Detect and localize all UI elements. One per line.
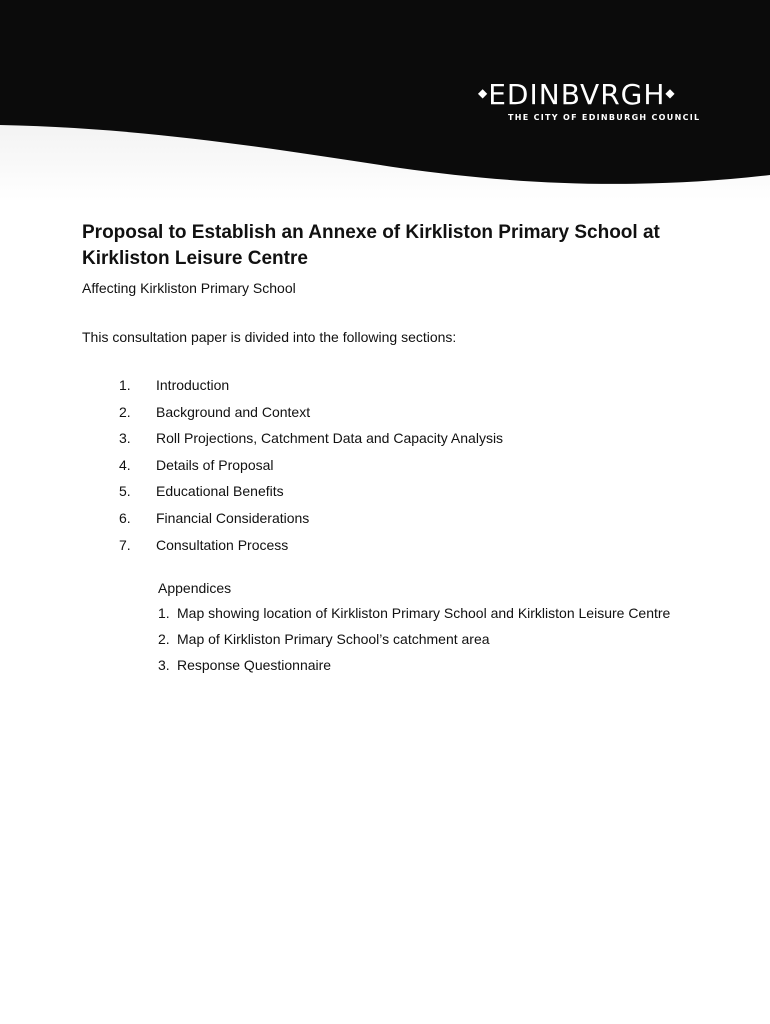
item-label: Map showing location of Kirkliston Primary School and Kirkliston Leisure Centre xyxy=(177,605,671,622)
list-item xyxy=(82,505,702,532)
list-item xyxy=(158,604,702,623)
council-logo xyxy=(478,80,718,122)
item-label: Introduction xyxy=(156,377,230,393)
item-number: 2. xyxy=(119,403,131,420)
item-number: 7. xyxy=(119,536,131,553)
item-number: 3. xyxy=(119,430,131,447)
logo-wordmark xyxy=(478,80,718,111)
intro-text: This consultation paper is divided into the following sections: xyxy=(82,329,457,345)
item-number: 4. xyxy=(119,456,131,473)
logo-left-diamond-icon: ◆ xyxy=(478,86,489,100)
item-label: Educational Benefits xyxy=(156,483,284,500)
list-item xyxy=(158,630,702,649)
item-number: 1. xyxy=(119,377,131,393)
item-number: 6. xyxy=(119,509,131,526)
sections-list xyxy=(82,372,702,558)
document-subtitle: Affecting Kirkliston Primary School xyxy=(82,280,296,296)
item-number: 3. xyxy=(158,657,170,674)
item-label: Map of Kirkliston Primary School’s catchment area xyxy=(177,631,490,648)
logo-text: EDINBVRGH xyxy=(488,78,666,111)
appendices-heading: Appendices xyxy=(158,580,232,597)
logo-subtitle: THE CITY OF EDINBURGH COUNCIL xyxy=(508,113,701,122)
list-item xyxy=(82,478,702,505)
list-item xyxy=(158,656,702,675)
item-label: Financial Considerations xyxy=(156,509,310,526)
item-label: Response Questionnaire xyxy=(177,657,332,674)
logo-right-diamond-icon: ◆ xyxy=(665,86,676,100)
list-item xyxy=(82,425,702,452)
document-title: Proposal to Establish an Annexe of Kirkliston Primary School at Kirkliston Leisure Centre xyxy=(82,222,660,269)
document-body xyxy=(82,220,702,682)
appendices-list xyxy=(158,604,702,675)
item-number: 2. xyxy=(158,631,170,648)
item-number: 1. xyxy=(158,605,170,622)
item-label: Background and Context xyxy=(156,403,311,420)
list-item xyxy=(82,452,702,479)
header-banner xyxy=(0,0,770,200)
item-label: Roll Projections, Catchment Data and Capacity Analysis xyxy=(156,430,504,447)
item-label: Details of Proposal xyxy=(156,456,274,473)
appendices-section xyxy=(158,580,702,675)
list-item xyxy=(82,372,702,399)
item-label: Consultation Process xyxy=(156,536,289,553)
list-item xyxy=(82,399,702,426)
list-item xyxy=(82,532,702,559)
item-number: 5. xyxy=(119,483,131,500)
